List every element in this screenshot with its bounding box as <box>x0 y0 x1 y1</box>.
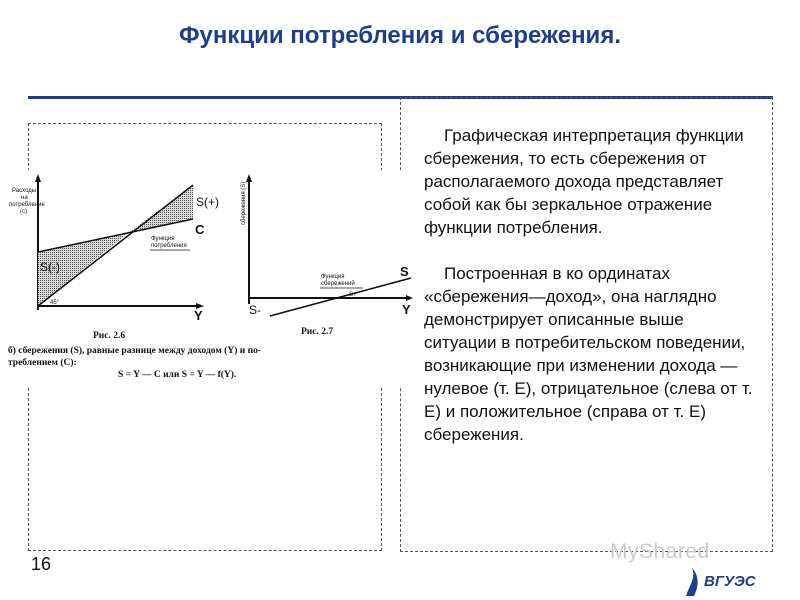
s-plus-label: S(+) <box>196 195 220 209</box>
s-minus-label: S(-) <box>40 260 60 274</box>
logo-text: ВГУЭС <box>704 573 756 590</box>
left-y-axis-arrow <box>35 174 41 182</box>
figure-formula: S = Y — С или S = Y — f(Y). <box>118 370 237 380</box>
logo-mark-icon <box>686 568 698 596</box>
right-x-axis-arrow <box>406 295 413 301</box>
university-logo <box>682 562 762 598</box>
paragraph-1: Графическая интерпретация функции сбережения, то есть сбережения от располагаемого дохода представляет собой как бы зеркальное отражение функции потребления. <box>424 126 744 237</box>
watermark-text: MyShared <box>610 540 710 563</box>
body-text <box>424 124 759 446</box>
figure-text-line-1: б) сбережения (S), равные разнице между доходом (Y) и по- <box>8 346 261 356</box>
left-y-label-3: потребление <box>9 202 45 208</box>
s-plus-small-label: S+ <box>349 292 357 298</box>
consumption-graph <box>9 174 219 341</box>
figure-graphs <box>8 170 413 386</box>
left-caption: Рис. 2.6 <box>93 331 126 341</box>
s-minus-right-label: S- <box>249 303 261 317</box>
c-label: C <box>195 222 205 237</box>
page-number: 16 <box>31 554 52 574</box>
angle-label: 45° <box>50 300 60 306</box>
savings-annotation-2: сбережений <box>321 281 355 287</box>
left-y-label-2: на <box>21 195 28 201</box>
left-y-label-4: (с) <box>20 209 27 215</box>
left-y-label-1: Расходы <box>12 188 37 194</box>
savings-annotation-1: Функция <box>321 274 345 280</box>
figure-text-line-2: треблением (С): <box>8 358 77 368</box>
slide-title: Функции потребления и сбережения. <box>179 22 621 49</box>
right-caption: Рис. 2.7 <box>301 327 334 337</box>
s-line-label: S <box>400 264 409 279</box>
paragraph-2: Построенная в ко ординатах «сбережения—доход», она наглядно демонстрирует описанные выше ситуации в потребительском поведении, возникающие при изменении дохода — нулевое (т. Е), отрицательное (слева от т. Е) и положительное (справа от т. Е) сбережения. <box>424 264 753 444</box>
savings-graph <box>241 174 413 337</box>
consumption-annotation-1: Функция <box>151 236 175 242</box>
right-y-letter: Y <box>402 302 411 317</box>
right-y-label: сбережения (S) <box>241 181 247 225</box>
consumption-annotation-2: потребления <box>151 243 187 249</box>
right-y-axis-arrow <box>246 174 252 182</box>
left-y-letter: Y <box>194 308 203 323</box>
